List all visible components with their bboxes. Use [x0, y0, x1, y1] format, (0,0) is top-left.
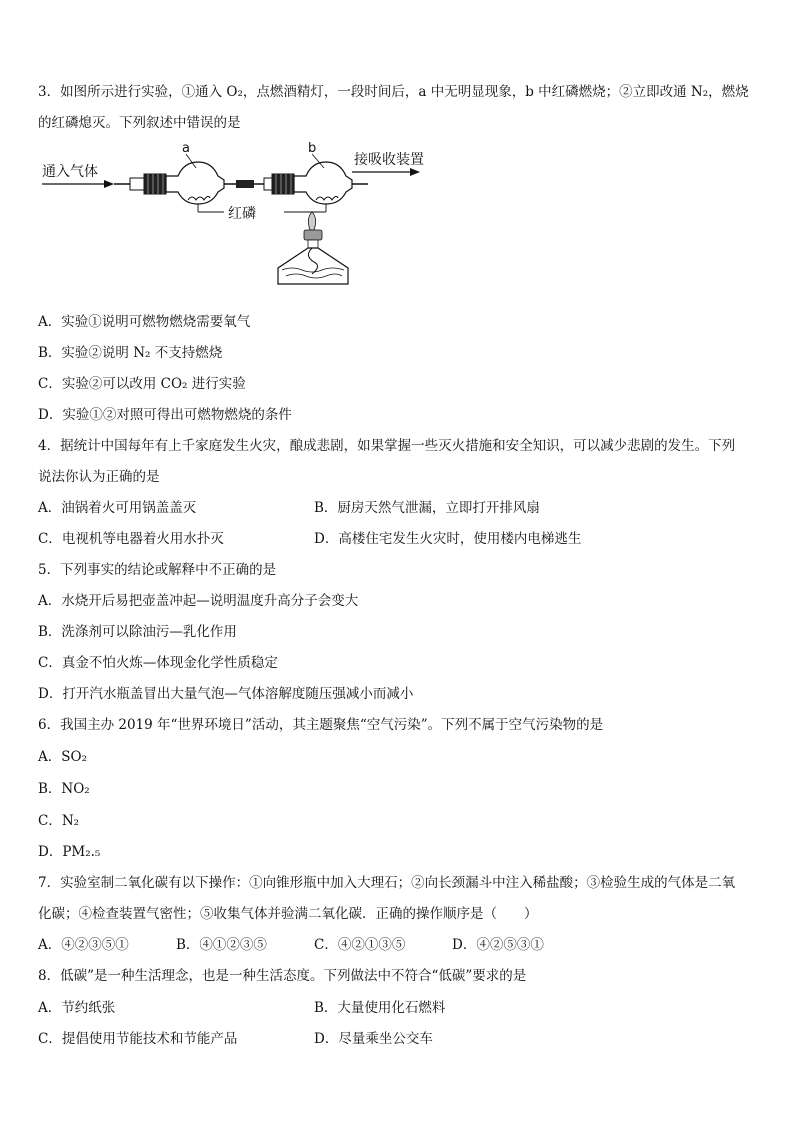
q8-option-d: D．尽量乘坐公交车 — [314, 1031, 433, 1047]
q8-option-c: C．提倡使用节能技术和节能产品 — [38, 1031, 238, 1047]
q7-stem-line2: 化碳；④检查装置气密性；⑤收集气体并验满二氧化碳．正确的操作顺序是（ ） — [38, 906, 538, 922]
q6-option-b: B．NO₂ — [38, 781, 90, 797]
label-gas-in: 通入气体 — [42, 164, 98, 180]
q3-stem-line1: 3．如图所示进行实验，①通入 O₂，点燃酒精灯，一段时间后，a 中无明显现象，b 中红磷燃烧；②立即改通 N₂，燃烧 — [38, 84, 749, 100]
q5-stem: 5．下列事实的结论或解释中不正确的是 — [38, 562, 277, 578]
q6-option-c: C．N₂ — [38, 813, 80, 829]
q5-option-b: B．洗涤剂可以除油污—乳化作用 — [38, 624, 237, 640]
label-b: b — [308, 141, 317, 156]
q8-stem: 8．低碳”是一种生活理念，也是一种生活态度。下列做法中不符合“低碳”要求的是 — [38, 968, 527, 984]
q6-option-a: A．SO₂ — [38, 749, 87, 765]
q7-option-c: C．④②①③⑤ — [314, 937, 406, 953]
q8-option-b: B．大量使用化石燃料 — [314, 1000, 446, 1016]
q6-stem: 6．我国主办 2019 年“世界环境日”活动，其主题聚焦“空气污染”。下列不属于空气污染物的是 — [38, 717, 604, 733]
q3-apparatus-diagram — [38, 138, 458, 298]
q5-option-a: A．水烧开后易把壶盖冲起—说明温度升高分子会变大 — [38, 593, 359, 609]
label-a: a — [182, 141, 190, 156]
q5-option-c: C．真金不怕火炼—体现金化学性质稳定 — [38, 655, 278, 671]
q5-option-d: D．打开汽水瓶盖冒出大量气泡—气体溶解度随压强减小而减小 — [38, 686, 414, 702]
q3-option-c: C．实验②可以改用 CO₂ 进行实验 — [38, 376, 246, 392]
q4-stem-line2: 说法你认为正确的是 — [38, 469, 160, 485]
q4-option-a: A．油锅着火可用锅盖盖灭 — [38, 500, 197, 516]
q3-option-b: B．实验②说明 N₂ 不支持燃烧 — [38, 345, 223, 361]
q8-option-a: A．节约纸张 — [38, 1000, 116, 1016]
q7-option-d: D．④②⑤③① — [452, 937, 544, 953]
label-red-phosphorus: 红磷 — [228, 206, 256, 222]
q3-option-a: A．实验①说明可燃物燃烧需要氧气 — [38, 314, 251, 330]
tube-a — [114, 162, 224, 204]
q3-stem-line2: 的红磷熄灭。下列叙述中错误的是 — [38, 115, 241, 131]
rubber-connector — [224, 180, 264, 188]
q4-stem-line1: 4．据统计中国每年有上千家庭发生火灾，酿成悲剧，如果掌握一些灭火措施和安全知识，可以减少悲剧的发生。下列 — [38, 438, 736, 454]
q6-option-d: D．PM₂.₅ — [38, 844, 101, 860]
q3-option-d: D．实验①②对照可得出可燃物燃烧的条件 — [38, 407, 292, 423]
q7-stem-line1: 7．实验室制二氧化碳有以下操作：①向锥形瓶中加入大理石；②向长颈漏斗中注入稀盐酸；③检验生成的气体是二氧 — [38, 875, 736, 891]
q4-option-c: C．电视机等电器着火用水扑灭 — [38, 531, 224, 547]
q7-option-b: B．④①②③⑤ — [176, 937, 267, 953]
q4-option-d: D．高楼住宅发生火灾时，使用楼内电梯逃生 — [314, 531, 582, 547]
q7-option-a: A．④②③⑤① — [38, 937, 129, 953]
alcohol-lamp-icon — [278, 212, 348, 284]
outlet-arrow-head — [410, 168, 420, 176]
q4-option-b: B．厨房天然气泄漏，立即打开排风扇 — [314, 500, 540, 516]
phosphorus-bracket — [198, 204, 326, 212]
inlet-arrow-head — [104, 180, 114, 188]
label-outlet: 接吸收装置 — [354, 152, 424, 168]
tube-b — [264, 162, 368, 204]
